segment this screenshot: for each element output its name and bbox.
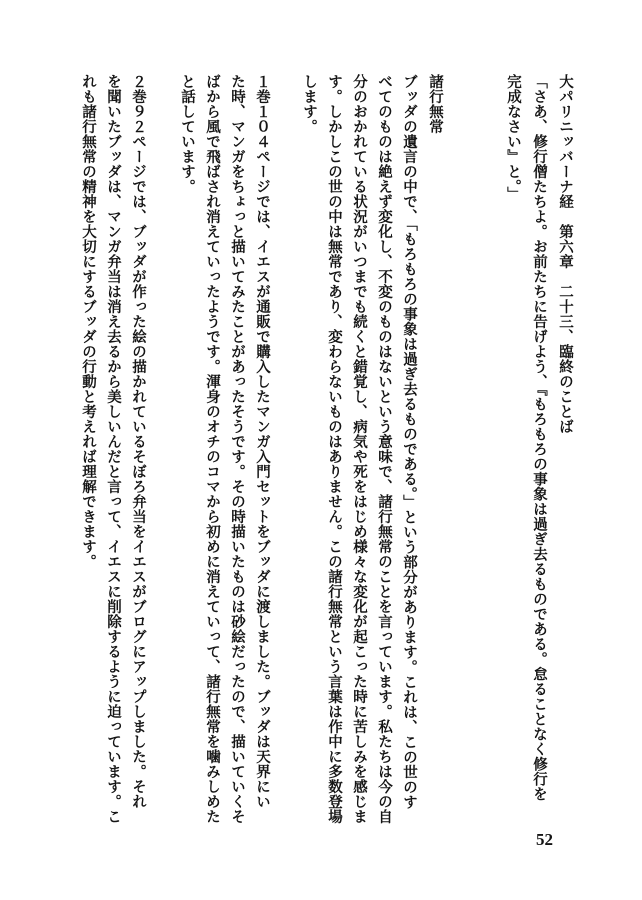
body-line: べてのものは絶えず変化し、不変のものはないという意味で、諸行無常のことを言っています。私たちは今の自 <box>376 74 393 824</box>
section-heading: 諸行無常 <box>427 74 444 134</box>
header-quote-line: 「さあ、修行僧たちよ。お前たちに告げよう、『もろもろの事象は過ぎ去るものである。怠ることなく修行を <box>531 74 548 802</box>
body-line: ばから風で飛ばされ消えていったようです。渾身のオチのコマから初めに消えていって、諸行無常を噛みしめた <box>204 74 221 824</box>
body-line: れも諸行無常の精神を大切にするブッダの行動と考えれば理解できます。 <box>80 74 97 569</box>
page-number: 52 <box>536 830 553 849</box>
header-title-line: 大パリニッバーナ経 第六章 二十三、臨終のことば <box>557 74 574 434</box>
body-line: と話しています。 <box>179 74 196 194</box>
body-line: た時、マンガをちょっと描いてみたことがあったそうです。その時描いたものは砂絵だったので、描いていくそ <box>229 74 246 824</box>
header-quote-line: 完成なさい』と。」 <box>505 74 522 202</box>
body-line: す。しかしこの世の中は無常であり、変わらないものはありません。この諸行無常という言葉は作中に多数登場 <box>326 74 343 824</box>
body-line: を聞いたブッダは、マンガ弁当は消え去るから美しいんだと言って、イエスに削除するように迫っています。こ <box>105 74 122 824</box>
body-line: します。 <box>301 74 318 134</box>
body-line: １巻１０４ページでは、イエスが通販で購入したマンガ入門セットをブッダに渡しました。ブッダは天界にい <box>254 74 271 809</box>
body-line: 分のおかれている状況がいつまでも続くと錯覚し、病気や死をはじめ様々な変化が起こった時に苦しみを感じま <box>351 74 368 824</box>
body-line: ２巻９２ページでは、ブッダが作った絵の描かれているそぼろ弁当をイエスがブログにアップしました。それ <box>130 74 147 809</box>
body-line: ブッダの遺言の中で、「もろもろの事象は過ぎ去るものである。」という部分があります。これは、この世のす <box>401 74 418 810</box>
